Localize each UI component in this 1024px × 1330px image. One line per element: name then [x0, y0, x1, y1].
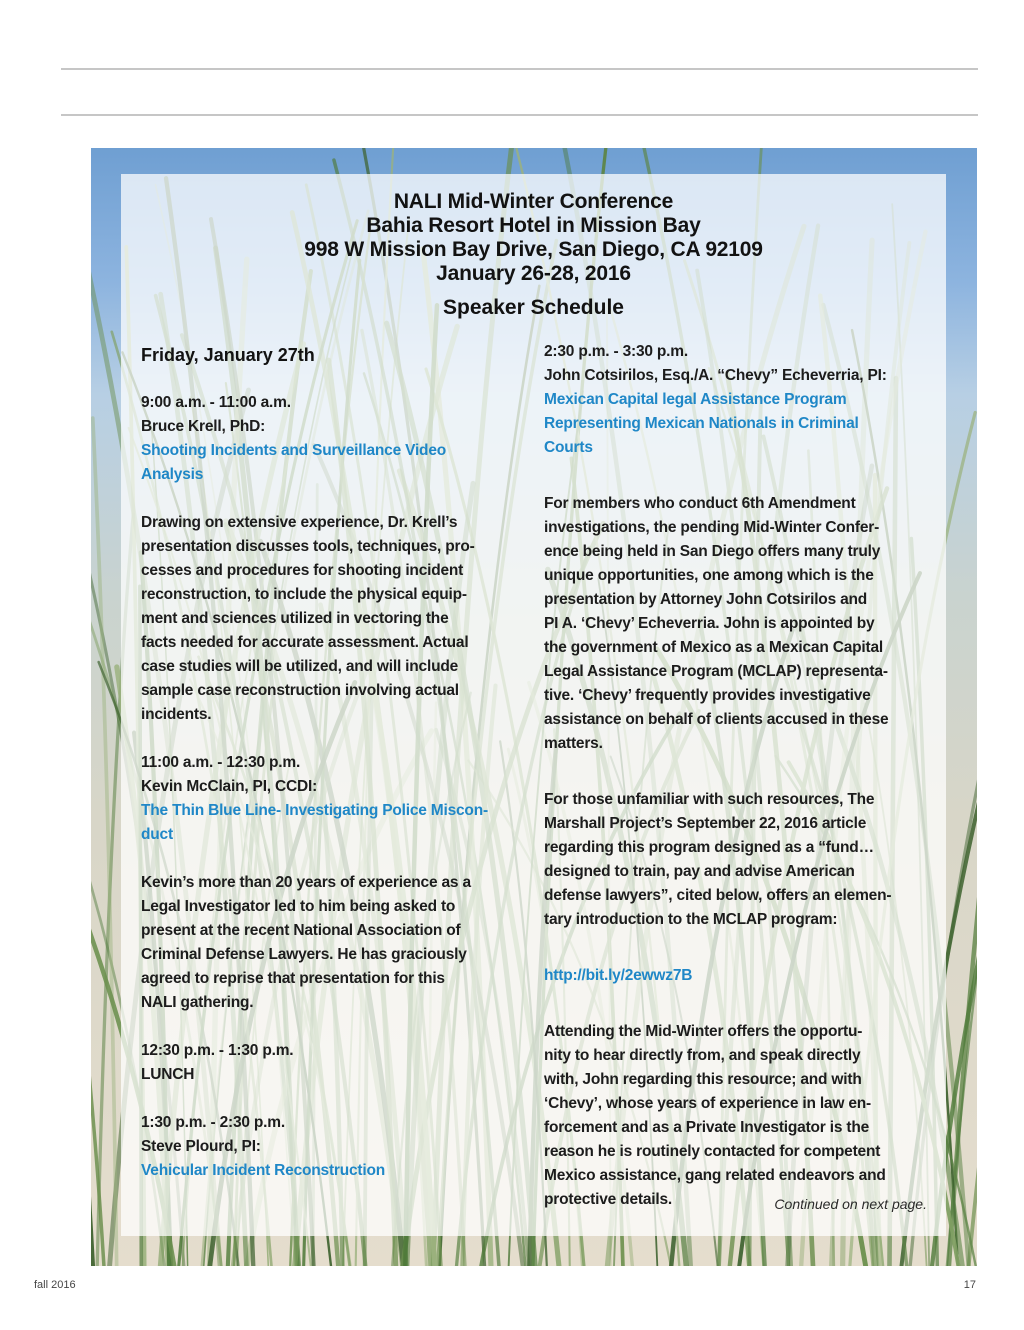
day-heading: Friday, January 27th — [141, 345, 315, 365]
desc-line: presentation discusses tools, techniques, pro- — [141, 538, 475, 555]
schedule-title: Speaker Schedule — [443, 296, 624, 319]
session-speaker: John Cotsirilos, Esq./A. “Chevy” Echeverria, PI: — [544, 367, 887, 384]
grass-blade — [91, 545, 93, 1266]
mclap-url-link[interactable]: http://bit.ly/2ewwz7B — [544, 967, 693, 984]
venue-name: Bahia Resort Hotel in Mission Bay — [366, 214, 701, 237]
para-line: For those unfamiliar with such resources, The — [544, 791, 875, 808]
conference-title: NALI Mid-Winter Conference — [393, 190, 674, 213]
conference-dates: January 26-28, 2016 — [436, 262, 631, 285]
session-title-link[interactable]: Shooting Incidents and Surveillance Video — [141, 442, 447, 459]
para-line: unique opportunities, one among which is the — [544, 567, 874, 584]
desc-line: NALI gathering. — [141, 994, 254, 1011]
session-title-link[interactable]: Vehicular Incident Reconstruction — [141, 1162, 386, 1179]
session-title-link[interactable]: duct — [141, 826, 173, 843]
session-time: 1:30 p.m. - 2:30 p.m. — [141, 1114, 285, 1131]
second-rule — [61, 114, 978, 116]
session-speaker: Kevin McClain, PI, CCDI: — [141, 778, 318, 795]
session-time: 9:00 a.m. - 11:00 a.m. — [141, 394, 291, 411]
session-time: 11:00 a.m. - 12:30 p.m. — [141, 754, 301, 771]
desc-line: incidents. — [141, 706, 212, 723]
desc-line: Legal Investigator led to him being asked to — [141, 898, 456, 915]
session-time: 12:30 p.m. - 1:30 p.m. — [141, 1042, 294, 1059]
desc-line: Drawing on extensive experience, Dr. Krell’s — [141, 514, 458, 531]
session-speaker: Steve Plourd, PI: — [141, 1138, 261, 1155]
session-title-link[interactable]: Courts — [544, 439, 593, 456]
para-line: ence being held in San Diego offers many truly — [544, 543, 881, 560]
desc-line: present at the recent National Association of — [141, 922, 461, 939]
para-line: the government of Mexico as a Mexican Capital — [544, 639, 883, 656]
para-line: For members who conduct 6th Amendment — [544, 495, 856, 512]
continued-note: Continued on next page. — [774, 1196, 927, 1212]
para-line: investigations, the pending Mid-Winter Confer- — [544, 519, 880, 536]
para-line: defense lawyers”, cited below, offers an elemen- — [544, 887, 892, 904]
para-line: assistance on behalf of clients accused in these — [544, 711, 889, 728]
top-rule — [61, 68, 978, 70]
lunch-label: LUNCH — [141, 1066, 195, 1083]
conference-header — [121, 190, 946, 320]
para-line: tary introduction to the MCLAP program: — [544, 911, 838, 928]
para-line: Legal Assistance Program (MCLAP) representa- — [544, 663, 888, 680]
para-line: reason he is routinely contacted for competent — [544, 1143, 881, 1160]
para-line: protective details. — [544, 1191, 672, 1208]
para-line: presentation by Attorney John Cotsirilos and — [544, 591, 868, 608]
para-line: regarding this program designed as a “fund… — [544, 839, 874, 856]
para-line: matters. — [544, 735, 603, 752]
desc-line: facts needed for accurate assessment. Actual — [141, 634, 469, 651]
desc-line: cesses and procedures for shooting incident — [141, 562, 464, 579]
para-line: forcement and as a Private Investigator is the — [544, 1119, 870, 1136]
right-column — [544, 340, 939, 1212]
para-line: tive. ‘Chevy’ frequently provides investigative — [544, 687, 871, 704]
venue-address: 998 W Mission Bay Drive, San Diego, CA 92109 — [304, 238, 763, 261]
session-speaker: Bruce Krell, PhD: — [141, 418, 266, 435]
session-title-link[interactable]: Mexican Capital legal Assistance Program — [544, 391, 847, 408]
session-title-link[interactable]: Representing Mexican Nationals in Criminal — [544, 415, 859, 432]
grass-blade — [969, 447, 977, 1266]
para-line: Mexico assistance, gang related endeavors and — [544, 1167, 886, 1184]
desc-line: sample case reconstruction involving actual — [141, 682, 459, 699]
desc-line: ment and sciences utilized in vectoring the — [141, 610, 449, 627]
page-number: 17 — [963, 1279, 976, 1291]
para-line: Attending the Mid-Winter offers the opportu- — [544, 1023, 863, 1040]
desc-line: Kevin’s more than 20 years of experience as a — [141, 874, 471, 891]
desc-line: case studies will be utilized, and will include — [141, 658, 459, 675]
para-line: nity to hear directly from, and speak directly — [544, 1047, 861, 1064]
session-title-link[interactable]: The Thin Blue Line- Investigating Police Miscon- — [141, 802, 488, 819]
para-line: PI A. ‘Chevy’ Echeverria. John is appointed by — [544, 615, 875, 632]
para-line: ‘Chevy’, whose years of experience in law en- — [544, 1095, 871, 1112]
issue-label: fall 2016 — [34, 1279, 76, 1291]
desc-line: Criminal Defense Lawyers. He has graciously — [141, 946, 467, 963]
para-line: with, John regarding this resource; and with — [544, 1071, 862, 1088]
left-column — [141, 340, 536, 1183]
session-time: 2:30 p.m. - 3:30 p.m. — [544, 343, 688, 360]
session-title-link[interactable]: Analysis — [141, 466, 204, 483]
para-line: Marshall Project’s September 22, 2016 article — [544, 815, 867, 832]
desc-line: reconstruction, to include the physical equip- — [141, 586, 467, 603]
para-line: designed to train, pay and advise American — [544, 863, 855, 880]
desc-line: agreed to reprise that presentation for this — [141, 970, 445, 987]
